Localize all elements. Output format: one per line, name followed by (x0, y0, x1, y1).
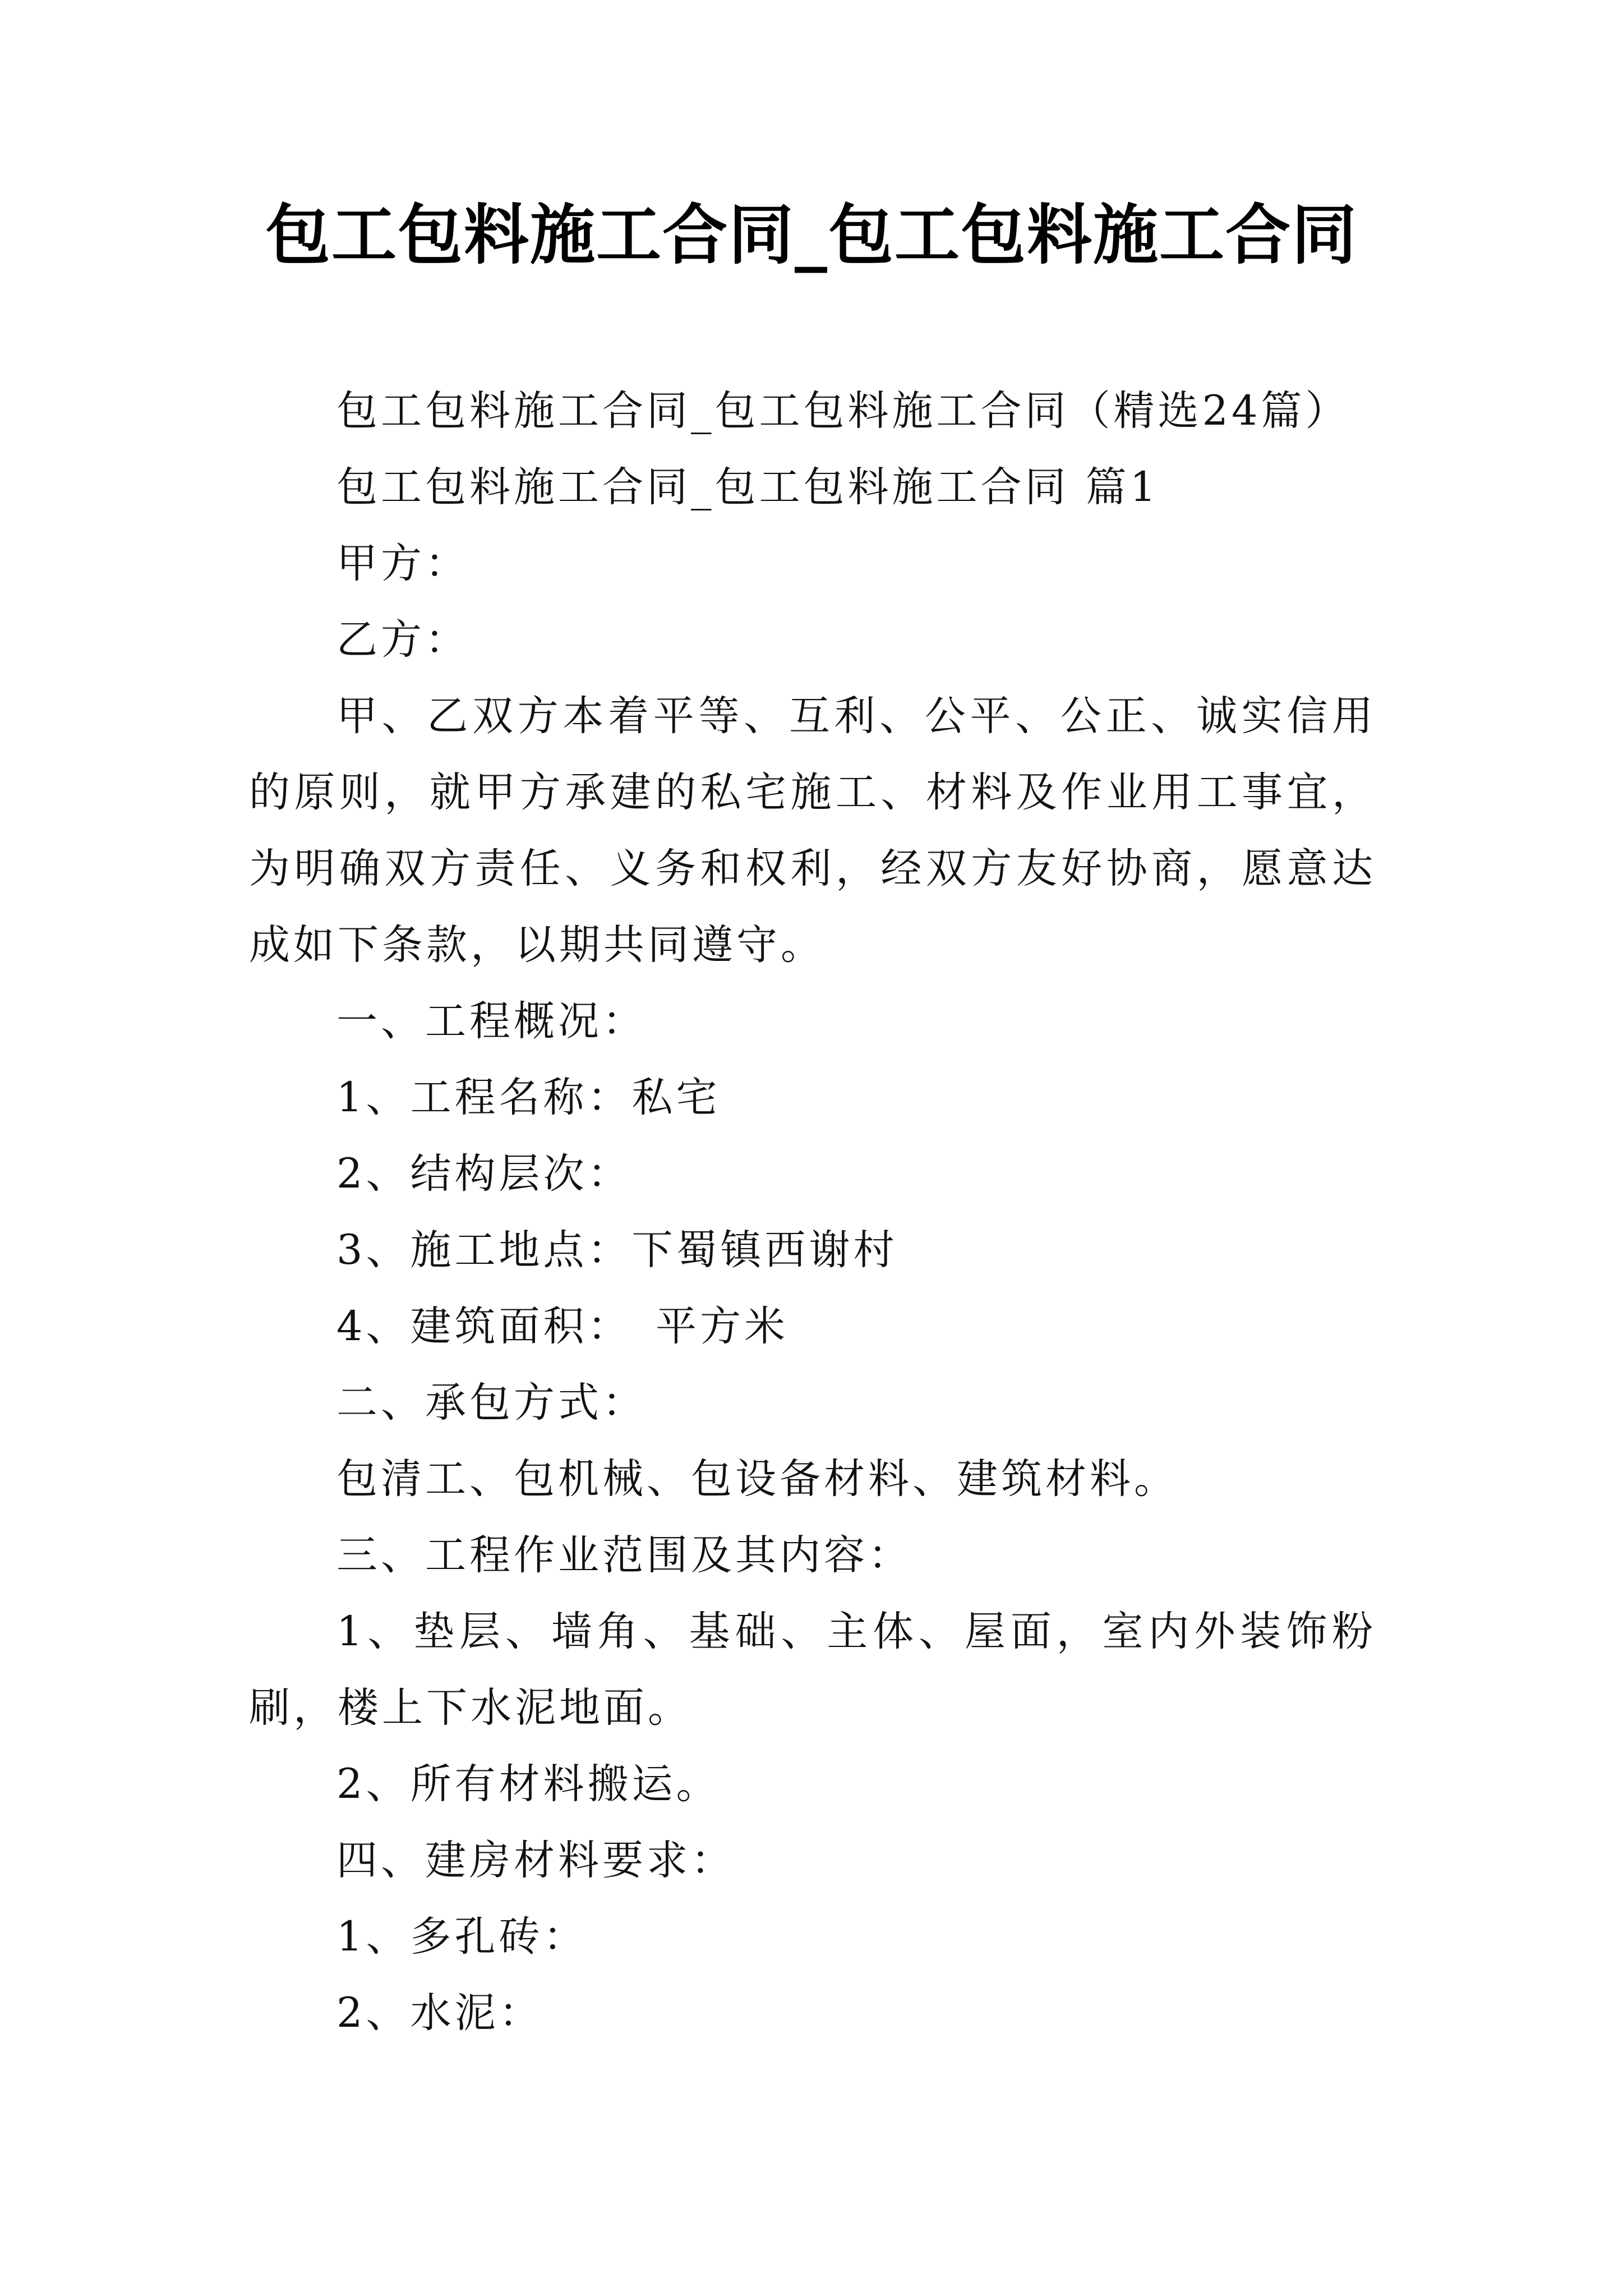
clause-item: 4、建筑面积： 平方米 (336, 1303, 789, 1350)
clause-item: 2、结构层次： (336, 1150, 632, 1198)
clause-heading: 三、工程作业范围及其内容： (336, 1531, 912, 1579)
clause-item: 2、水泥： (336, 1989, 543, 2037)
clause-heading: 二、承包方式： (336, 1379, 647, 1427)
party-b-label: 乙方： (336, 616, 469, 664)
clause-heading: 一、工程概况： (336, 997, 647, 1045)
party-a-label: 甲方： (336, 540, 469, 587)
document-body (249, 373, 1376, 2051)
clause-item: 1、多孔砖： (336, 1913, 588, 1961)
section-heading: 包工包料施工合同_包工包料施工合同 篇1 (336, 463, 1160, 511)
clause-item: 3、施工地点：下蜀镇西谢村 (336, 1226, 898, 1274)
clause-item: 2、所有材料搬运。 (336, 1760, 721, 1808)
subtitle-paragraph: 包工包料施工合同_包工包料施工合同（精选24篇） (336, 387, 1350, 435)
clause-item: 1、工程名称：私宅 (336, 1074, 721, 1121)
preamble-paragraph: 甲、乙双方本着平等、互利、公平、公正、诚实信用的原则，就甲方承建的私宅施工、材料及作业用工事宜，为明确双方责任、义务和权利，经双方友好协商，愿意达成如下条款，以期共同遵守。 (249, 692, 1376, 969)
clause-heading: 四、建房材料要求： (336, 1837, 735, 1884)
document-title: 包工包料施工合同_包工包料施工合同 (265, 197, 1358, 273)
clause-item: 1、垫层、墙角、基础、主体、屋面，室内外装饰粉刷，楼上下水泥地面。 (249, 1608, 1376, 1732)
clause-text: 包清工、包机械、包设备材料、建筑材料。 (336, 1455, 1178, 1503)
